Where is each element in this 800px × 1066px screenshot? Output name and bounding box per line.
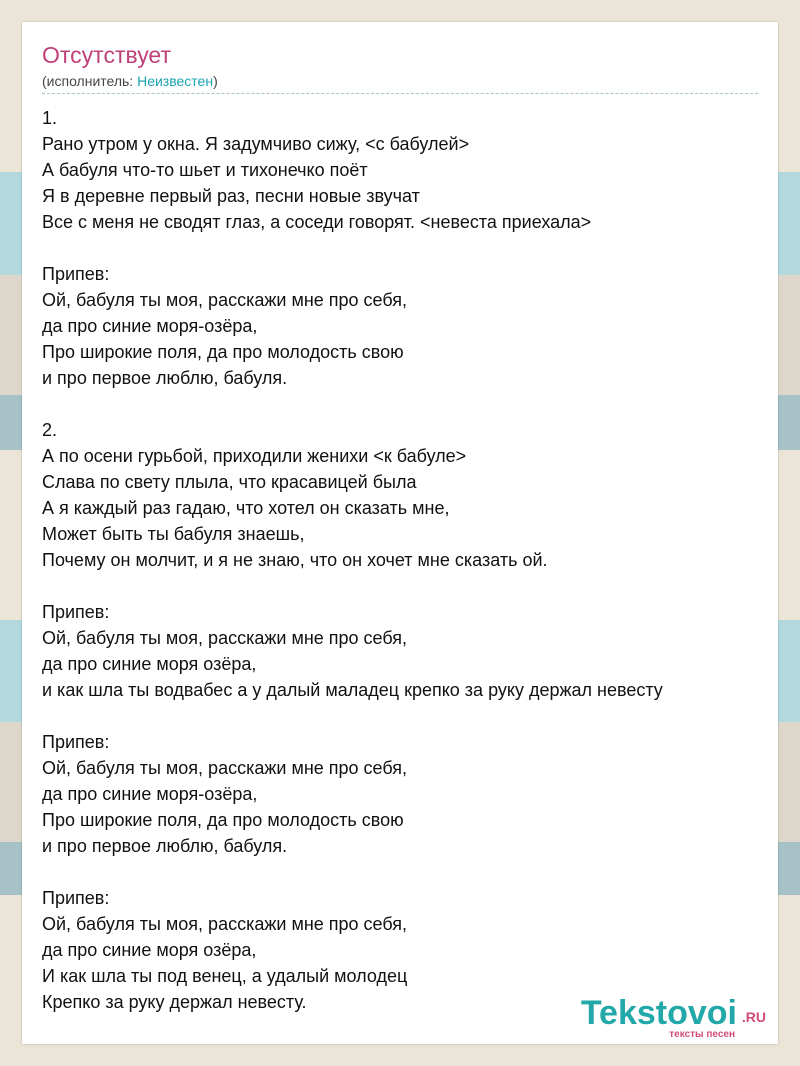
lyrics-stanza — [42, 729, 768, 859]
lyrics-line: Крепко за руку держал невесту. — [42, 992, 307, 1012]
lyrics-line: Может быть ты бабуля знаешь, — [42, 524, 305, 544]
lyrics-stanza — [42, 599, 768, 703]
lyrics-line: А бабуля что-то шьет и тихонечко поёт — [42, 160, 368, 180]
lyrics-line: и про первое люблю, бабуля. — [42, 368, 288, 388]
title-divider — [42, 93, 758, 94]
song-title: Отсутствует — [42, 42, 171, 68]
lyrics-line: да про синие моря-озёра, — [42, 316, 258, 336]
logo-domain: .RU — [741, 1009, 766, 1025]
lyrics-line: 2. — [42, 420, 58, 440]
lyrics-line: да про синие моря озёра, — [42, 940, 257, 960]
lyrics-line: Про широкие поля, да про молодость свою — [42, 810, 404, 830]
lyrics-line: Припев: — [42, 602, 110, 622]
lyrics-line: А по осени гурьбой, приходили женихи <к бабуле> — [42, 446, 467, 466]
site-logo[interactable] — [562, 996, 772, 1042]
lyrics-line: Ой, бабуля ты моя, расскажи мне про себя, — [42, 914, 408, 934]
lyrics-line: Ой, бабуля ты моя, расскажи мне про себя, — [42, 628, 408, 648]
lyrics-line: 1. — [42, 108, 58, 128]
performer-suffix: ) — [213, 73, 218, 89]
lyrics-line: Слава по свету плыла, что красавицей была — [42, 472, 417, 492]
lyrics-line: Припев: — [42, 732, 110, 752]
lyrics-line: да про синие моря озёра, — [42, 654, 257, 674]
lyrics-stanza — [42, 261, 768, 391]
lyrics-line: Припев: — [42, 888, 110, 908]
lyrics-stanza — [42, 105, 768, 235]
performer-link[interactable]: Неизвестен — [137, 73, 214, 89]
lyrics-line: Ой, бабуля ты моя, расскажи мне про себя, — [42, 290, 408, 310]
lyrics-line: Рано утром у окна. Я задумчиво сижу, <с бабулей> — [42, 134, 470, 154]
performer-line — [42, 73, 218, 89]
lyrics-line: да про синие моря-озёра, — [42, 784, 258, 804]
lyrics-card — [22, 22, 778, 1044]
logo-tagline: тексты песен — [669, 1029, 735, 1040]
lyrics-line: Почему он молчит, и я не знаю, что он хочет мне сказать ой. — [42, 550, 548, 570]
lyrics-line: И как шла ты под венец, а удалый молодец — [42, 966, 408, 986]
performer-prefix: (исполнитель: — [42, 73, 138, 89]
lyrics-line: Я в деревне первый раз, песни новые звучат — [42, 186, 420, 206]
lyrics-line: А я каждый раз гадаю, что хотел он сказать мне, — [42, 498, 450, 518]
lyrics-line: и про первое люблю, бабуля. — [42, 836, 288, 856]
lyrics-text — [42, 105, 768, 1041]
lyrics-line: Про широкие поля, да про молодость свою — [42, 342, 404, 362]
lyrics-line: Припев: — [42, 264, 110, 284]
lyrics-stanza — [42, 417, 768, 573]
lyrics-line: Все с меня не сводят глаз, а соседи говорят. <невеста приехала> — [42, 212, 592, 232]
logo-wordmark: Tekstovoi — [580, 994, 737, 1032]
lyrics-line: и как шла ты водвабес а у далый маладец крепко за руку держал невесту — [42, 680, 663, 700]
lyrics-line: Ой, бабуля ты моя, расскажи мне про себя, — [42, 758, 408, 778]
